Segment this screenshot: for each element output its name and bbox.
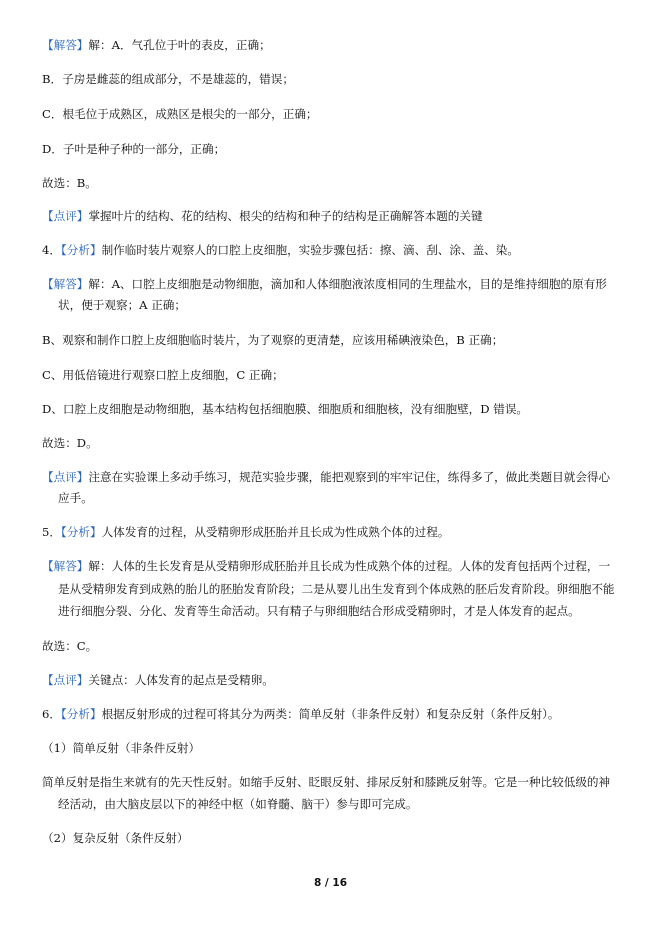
comment-tag: 【点评】 <box>42 209 89 223</box>
text-line: D、口腔上皮细胞是动物细胞，基本结构包括细胞膜、细胞质和细胞核，没有细胞壁，D 错误。 <box>42 402 529 416</box>
answer-q3: 【解答】解：A．气孔位于叶的表皮，正确； <box>42 38 271 52</box>
analysis-q6: 6．【分析】根据反射形成的过程可将其分为两类：简单反射（非条件反射）和复杂反射（条件反射）。 <box>42 707 560 721</box>
answer-q4: 【解答】解：A、口腔上皮细胞是动物细胞，滴加和人体细胞液浓度相同的生理盐水，目的是维持细胞的原有形 <box>42 277 607 291</box>
text-line: 简单反射是指生来就有的先天性反射。如缩手反射、眨眼反射、排尿反射和膝跳反射等。它是一种比较低级的神 <box>42 775 611 789</box>
text-line: 经活动，由大脑皮层以下的神经中枢（如脊髓、脑干）参与即可完成。 <box>58 797 418 811</box>
text-line: 故选：B。 <box>42 176 97 190</box>
text-line: （2）复杂反射（条件反射） <box>42 831 189 845</box>
analysis-q5: 5．【分析】人体发育的过程，从受精卵形成胚胎并且长成为性成熟个体的过程。 <box>42 525 450 539</box>
comment-q5: 【点评】关键点：人体发育的起点是受精卵。 <box>42 673 274 687</box>
comment-tag: 【点评】 <box>42 673 89 687</box>
question-number: 6． <box>42 707 61 721</box>
text-line: （1）简单反射（非条件反射） <box>42 741 201 755</box>
answer-tag: 【解答】 <box>42 559 89 573</box>
comment-tag: 【点评】 <box>42 470 89 484</box>
text-line: D．子叶是种子种的一部分，正确； <box>42 142 226 156</box>
text-line: C、用低倍镜进行观察口腔上皮细胞，C 正确； <box>42 368 284 382</box>
question-number: 5． <box>42 525 61 539</box>
analysis-tag: 【分析】 <box>60 707 102 721</box>
text-line: 故选：D。 <box>42 436 98 450</box>
comment-q3: 【点评】掌握叶片的结构、花的结构、根尖的结构和种子的结构是正确解答本题的关键 <box>42 209 483 223</box>
text-line: C．根毛位于成熟区，成熟区是根尖的一部分，正确； <box>42 107 318 121</box>
answer-tag: 【解答】 <box>42 277 89 291</box>
text-line: B．子房是雌蕊的组成部分，不是雄蕊的，错误； <box>42 72 294 86</box>
answer-tag: 【解答】 <box>42 38 89 52</box>
question-number: 4． <box>42 243 61 257</box>
analysis-q4: 4．【分析】制作临时装片观察人的口腔上皮细胞，实验步骤包括：擦、滴、刮、涂、盖、染。 <box>42 243 519 257</box>
text-line: 进行细胞分裂、分化、发育等生命活动。只有精子与卵细胞结合形成受精卵时，才是人体发育的起点。 <box>58 604 580 618</box>
answer-q5: 【解答】解：人体的生长发育是从受精卵形成胚胎并且长成为性成熟个体的过程。人体的发育包括两个过程，一 <box>42 559 611 573</box>
text-line: 故选：C。 <box>42 639 98 653</box>
text-line: B、观察和制作口腔上皮细胞临时装片，为了观察的更清楚，应该用稀碘液染色，B 正确； <box>42 333 504 347</box>
text-line: 是从受精卵发育到成熟的胎儿的胚胎发育阶段；二是从婴儿出生发育到个体成熟的胚后发育阶段。卵细胞不能 <box>58 582 615 596</box>
analysis-tag: 【分析】 <box>60 525 102 539</box>
analysis-tag: 【分析】 <box>60 243 102 257</box>
text-line: 应手。 <box>58 491 93 505</box>
comment-q4: 【点评】注意在实验课上多动手练习，规范实验步骤，能把观察到的牢牢记住，练得多了，做此类题目就会得心 <box>42 470 611 484</box>
page-number: 8 / 16 <box>313 877 348 889</box>
text-line: 状，便于观察；A 正确； <box>58 298 186 312</box>
